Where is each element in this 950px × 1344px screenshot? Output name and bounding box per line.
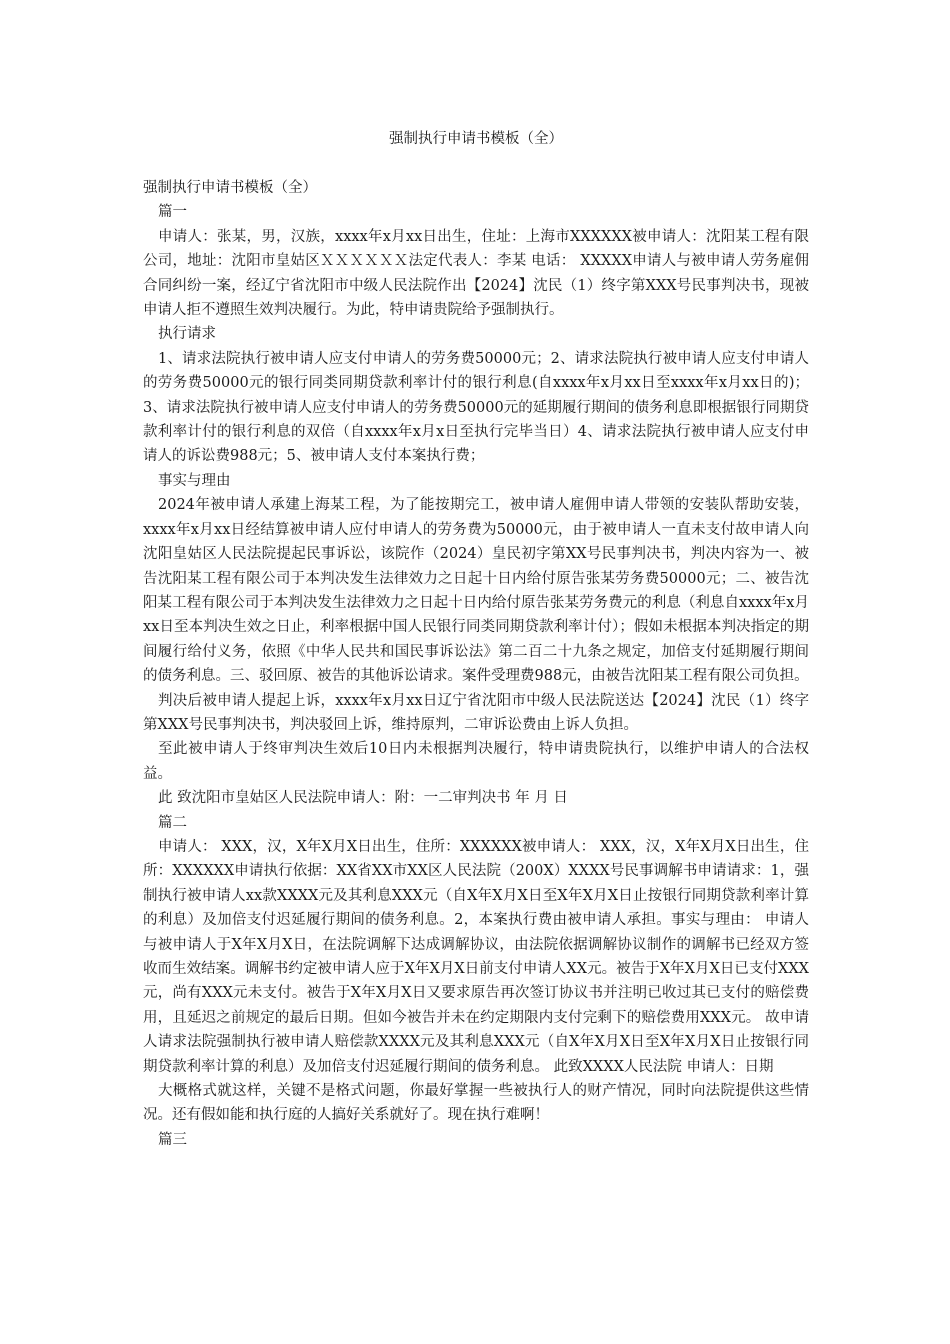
section-1-facts-paragraph-1: 2024年被申请人承建上海某工程，为了能按期完工，被申请人雇佣申请人带领的安装队帮助安装，xxxx年x月xx日经结算被申请人应付申请人的劳务费为50000元，由于被申请人一直未支付故申请人向沈阳皇姑区人民法院提起民事诉讼，该院作（2024）皇民初字第XX号民事判决书，判决内容为一、被告沈阳某工程有限公司于本判决发生法律效力之日起十日内给付原告张某劳务费50000元；二、被告沈阳某工程有限公司于本判决发生法律效力之日起十日内给付原告张某劳务费元的利息（利息自xxxx年x月xx日至本判决生效之日止，利率根据中国人民银行同类同期贷款利率计付）；假如未根据本判决指定的期间履行给付义务，依照《中华人民共和国民事诉讼法》第二百二十九条之规定，加倍支付延期履行期间的债务利息。三、驳回原、被告的其他诉讼请求。案件受理费988元，由被告沈阳某工程有限公司负担。 [143,497,809,685]
section-1-applicant-paragraph: 申请人：张某，男，汉族，xxxx年x月xx日出生，住址：上海市XXXXXX被申请人：沈阳某工程有限公司，地址：沈阳市皇姑区ＸＸＸＸＸＸ法定代表人：李某 电话： XXXXX申请人与被申请人劳务雇佣合同纠纷一案，经辽宁省沈阳市中级人民法院作出【2024】沈民（1）终字第XXX号民事判决书，现被申请人拒不遵照生效判决履行。为此，特申请贵院给予强制执行。 [143,228,809,319]
page-title: 强制执行申请书模板（全） [389,131,563,147]
section-1-heading: 篇一 [158,204,187,221]
section-1-closing: 此 致沈阳市皇姑区人民法院申请人：附：一二审判决书 年 月 日 [158,790,568,807]
document-subtitle: 强制执行申请书模板（全） [143,180,317,196]
section-1-request-heading: 执行请求 [158,326,216,343]
section-3-heading: 篇三 [158,1131,187,1148]
section-2-heading: 篇二 [158,814,187,831]
section-1-request-paragraph: 1、请求法院执行被申请人应支付申请人的劳务费50000元；2、请求法院执行被申请人应支付申请人的劳务费50000元的银行同类同期贷款利率计付的银行利息(自xxxx年x月xx日至xxxx年x月xx日的)；3、请求法院执行被申请人应支付申请人的劳务费50000元的延期履行期间的债务利息即根据银行同期贷款利率计付的银行利息的双倍（自xxxx年x月x日至执行完毕当日）4、请求法院执行被申请人应支付申请人的诉讼费988元；5、被申请人支付本案执行费； [143,350,809,465]
section-1-facts-heading: 事实与理由 [158,472,231,489]
document-body [143,176,809,1152]
section-2-body-paragraph: 申请人： XXX，汉，X年X月X日出生，住所：XXXXXX被申请人： XXX，汉，X年X月X日出生，住所：XXXXXX申请执行依据：XX省XX市XX区人民法院（200X）XXXX号民事调解书申请请求：1，强制执行被申请人xx款XXXX元及其利息XXX元（自X年X月X日至X年X月X日止按银行同期贷款利率计算的利息）及加倍支付迟延履行期间的债务利息。2，本案执行费由被申请人承担。事实与理由： 申请人与被申请人于X年X月X日，在法院调解下达成调解协议，由法院依据调解协议制作的调解书已经双方签收而生效结案。调解书约定被申请人应于X年X月X日前支付申请人XX元。被告于X年X月X日已支付XXX元，尚有XXX元未支付。被告于X年X月X日又要求原告再次签订协议书并注明已收过其已支付的赔偿费用，且延迟之前规定的最后日期。但如今被告并未在约定期限内支付完剩下的赔偿费用XXX元。 故申请人请求法院强制执行被申请人赔偿款XXXX元及其利息XXX元（自X年X月X日至X年X月X日止按银行同期贷款利率计算的利息）及加倍支付迟延履行期间的债务利息。 此致XXXX人民法院 申请人：日期 [143,838,809,1075]
section-1-facts-paragraph-2: 判决后被申请人提起上诉，xxxx年x月xx日辽宁省沈阳市中级人民法院送达【2024】沈民（1）终字第XXX号民事判决书，判决驳回上诉，维持原判，二审诉讼费由上诉人负担。 [143,692,809,733]
section-2-note-paragraph: 大概格式就这样，关键不是格式问题，你最好掌握一些被执行人的财产情况，同时向法院提供这些情况。还有假如能和执行庭的人搞好关系就好了。现在执行难啊！ [143,1083,809,1124]
section-1-facts-paragraph-3: 至此被申请人于终审判决生效后10日内未根据判决履行，特申请贵院执行，以维护申请人的合法权益。 [143,741,809,782]
